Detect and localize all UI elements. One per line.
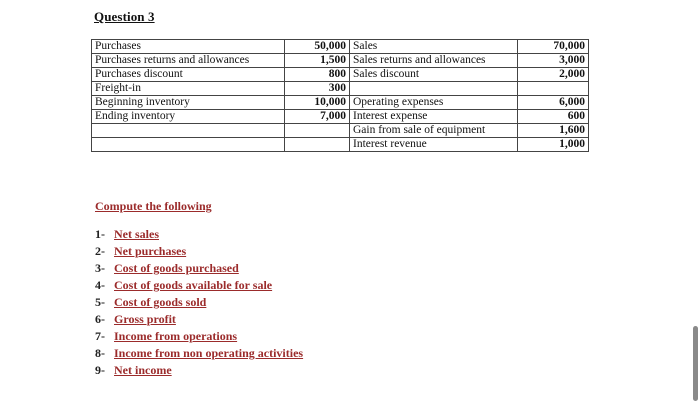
list-item xyxy=(95,345,303,362)
credit-account-label: Interest revenue xyxy=(350,138,518,152)
table-row xyxy=(92,40,589,54)
task-number: 9- xyxy=(95,363,105,377)
list-item xyxy=(95,294,303,311)
task-link[interactable]: Gross profit xyxy=(114,312,176,326)
scrollbar-thumb[interactable] xyxy=(693,326,698,401)
credit-account-label: Gain from sale of equipment xyxy=(350,124,518,138)
task-number: 2- xyxy=(95,244,105,258)
debit-account-label xyxy=(92,138,285,152)
list-item xyxy=(95,362,303,379)
list-item xyxy=(95,311,303,328)
task-link[interactable]: Cost of goods sold xyxy=(114,295,207,309)
list-item xyxy=(95,243,303,260)
debit-account-label: Purchases returns and allowances xyxy=(92,54,285,68)
credit-account-amount xyxy=(518,82,589,96)
debit-account-amount: 10,000 xyxy=(285,96,350,110)
credit-account-amount: 1,000 xyxy=(518,138,589,152)
debit-account-amount: 50,000 xyxy=(285,40,350,54)
task-number: 5- xyxy=(95,295,105,309)
table-row xyxy=(92,96,589,110)
credit-account-amount: 6,000 xyxy=(518,96,589,110)
list-item xyxy=(95,226,303,243)
list-item xyxy=(95,260,303,277)
credit-account-label: Operating expenses xyxy=(350,96,518,110)
task-list xyxy=(95,226,303,379)
task-number: 6- xyxy=(95,312,105,326)
debit-account-label: Purchases discount xyxy=(92,68,285,82)
tasks-section xyxy=(95,198,303,379)
credit-account-amount: 2,000 xyxy=(518,68,589,82)
credit-account-amount: 600 xyxy=(518,110,589,124)
task-number: 4- xyxy=(95,278,105,292)
question-title: Question 3 xyxy=(94,9,155,24)
debit-account-amount: 1,500 xyxy=(285,54,350,68)
task-link[interactable]: Cost of goods purchased xyxy=(114,261,239,275)
debit-account-label: Ending inventory xyxy=(92,110,285,124)
task-link[interactable]: Net purchases xyxy=(114,244,187,258)
table-row xyxy=(92,110,589,124)
task-link[interactable]: Net income xyxy=(114,363,172,377)
credit-account-label xyxy=(350,82,518,96)
list-item xyxy=(95,277,303,294)
credit-account-amount: 70,000 xyxy=(518,40,589,54)
tasks-heading[interactable]: Compute the following xyxy=(95,199,212,213)
task-link[interactable]: Net sales xyxy=(114,227,159,241)
credit-account-label: Sales returns and allowances xyxy=(350,54,518,68)
credit-account-label: Interest expense xyxy=(350,110,518,124)
table-row xyxy=(92,54,589,68)
debit-account-label: Beginning inventory xyxy=(92,96,285,110)
credit-account-amount: 1,600 xyxy=(518,124,589,138)
table-row xyxy=(92,68,589,82)
debit-account-amount: 300 xyxy=(285,82,350,96)
task-link[interactable]: Income from operations xyxy=(114,329,238,343)
debit-account-label xyxy=(92,124,285,138)
task-number: 1- xyxy=(95,227,105,241)
credit-account-amount: 3,000 xyxy=(518,54,589,68)
table-row xyxy=(92,124,589,138)
debit-account-amount: 800 xyxy=(285,68,350,82)
debit-account-amount: 7,000 xyxy=(285,110,350,124)
account-balances-table xyxy=(91,39,589,152)
table-row xyxy=(92,82,589,96)
task-link[interactable]: Cost of goods available for sale xyxy=(114,278,273,292)
list-item xyxy=(95,328,303,345)
debit-account-label: Freight-in xyxy=(92,82,285,96)
debit-account-amount xyxy=(285,124,350,138)
task-link[interactable]: Income from non operating activities xyxy=(114,346,304,360)
task-number: 8- xyxy=(95,346,105,360)
task-number: 3- xyxy=(95,261,105,275)
credit-account-label: Sales discount xyxy=(350,68,518,82)
debit-account-amount xyxy=(285,138,350,152)
table-row xyxy=(92,138,589,152)
credit-account-label: Sales xyxy=(350,40,518,54)
task-number: 7- xyxy=(95,329,105,343)
debit-account-label: Purchases xyxy=(92,40,285,54)
